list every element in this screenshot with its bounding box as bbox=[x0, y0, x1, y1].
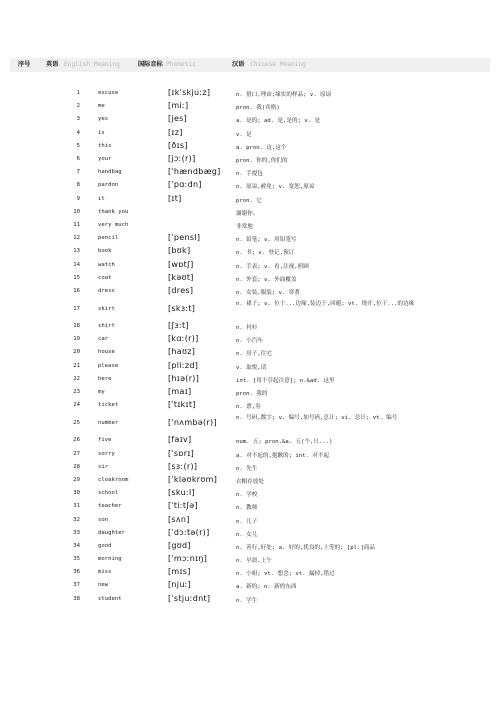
table-row bbox=[0, 193, 496, 206]
row-number: 24 bbox=[73, 402, 80, 409]
english-word: sorry bbox=[98, 450, 115, 457]
table-row bbox=[0, 219, 496, 232]
english-word: please bbox=[98, 362, 119, 369]
chinese-meaning: n. 铅笔; v. 用铅笔写 bbox=[236, 237, 297, 244]
header-english-sub: English Meaning bbox=[64, 61, 120, 68]
table-row bbox=[0, 232, 496, 245]
header-chinese: 汉语 bbox=[232, 61, 245, 68]
table-row bbox=[0, 527, 496, 540]
table-row bbox=[0, 474, 496, 487]
table-row bbox=[0, 540, 496, 553]
chinese-meaning: n. 早晨,上午 bbox=[236, 558, 272, 565]
chinese-meaning: n. 裙子; v. 位于...边缘,装边于,回避; vt. 绕开,位于...的边缘 bbox=[236, 301, 415, 307]
chinese-meaning: n. 女装,服装; v. 穿著 bbox=[236, 289, 300, 296]
table-row bbox=[0, 593, 496, 606]
phonetic: [sɜː(r)] bbox=[168, 461, 198, 471]
chinese-meaning: pron. 我(宾格) bbox=[236, 105, 280, 112]
row-number: 14 bbox=[73, 261, 80, 268]
phonetic: [ˈpensl] bbox=[168, 233, 201, 243]
phonetic: [ˈhændbæg] bbox=[168, 167, 221, 177]
chinese-meaning: n. 书; v. 登记,预订 bbox=[236, 250, 295, 257]
chinese-meaning: n. 手提包 bbox=[236, 171, 263, 178]
english-word: watch bbox=[98, 261, 115, 268]
chinese-meaning: n. 手表; v. 看,注视,照顾 bbox=[236, 263, 309, 270]
english-word: handbag bbox=[98, 169, 122, 176]
table-row bbox=[0, 487, 496, 500]
phonetic: [ˈstjuːdnt] bbox=[168, 593, 211, 603]
row-number: 23 bbox=[73, 389, 80, 396]
english-word: dress bbox=[98, 287, 115, 294]
chinese-meaning: n. 小汽车 bbox=[236, 338, 263, 345]
phonetic: [jes] bbox=[168, 114, 188, 124]
chinese-meaning: n. 衬衫 bbox=[236, 325, 258, 332]
phonetic: [ˈdɔːtə(r)] bbox=[168, 527, 210, 537]
table-row bbox=[0, 579, 496, 592]
english-word: skirt bbox=[98, 305, 115, 312]
header-num: 序号 bbox=[18, 61, 31, 68]
table-row bbox=[0, 386, 496, 399]
table-row bbox=[0, 127, 496, 140]
phonetic: [bʊk] bbox=[168, 246, 191, 256]
english-word: thank you bbox=[98, 208, 129, 215]
row-number: 33 bbox=[73, 529, 80, 536]
chinese-meaning: a. 是的; ad. 是,是的; v. 是 bbox=[236, 118, 321, 125]
english-word: five bbox=[98, 437, 112, 444]
chinese-meaning: pron. 你的,你们的 bbox=[236, 158, 288, 165]
header-chinese-sub: Chinese Meaning bbox=[250, 61, 306, 68]
row-number: 8 bbox=[76, 182, 80, 189]
table-row bbox=[0, 206, 496, 219]
row-number: 10 bbox=[73, 208, 80, 215]
row-number: 2 bbox=[76, 103, 80, 110]
english-word: school bbox=[98, 490, 119, 497]
chinese-meaning: n. 票,券 bbox=[236, 404, 261, 411]
english-word: number bbox=[98, 419, 119, 426]
chinese-meaning: n. 教师 bbox=[236, 505, 258, 512]
table-row bbox=[0, 298, 496, 320]
table-row bbox=[0, 113, 496, 126]
table-row bbox=[0, 333, 496, 346]
chinese-meaning: pron. 它 bbox=[236, 197, 262, 204]
table-row bbox=[0, 566, 496, 579]
phonetic: [ðɪs] bbox=[168, 140, 188, 150]
english-word: cloakroom bbox=[98, 476, 129, 483]
header-english: 英语 bbox=[46, 61, 59, 68]
table-row bbox=[0, 434, 496, 447]
table-row bbox=[0, 399, 496, 412]
phonetic: [haʊz] bbox=[168, 347, 196, 357]
chinese-meaning: n. 号码,数字; v. 编号,加号码,总计; vi. 总计; vt. 编号 bbox=[236, 415, 398, 422]
english-word: daughter bbox=[98, 529, 125, 536]
phonetic: [hɪə(r)] bbox=[168, 373, 200, 383]
table-row bbox=[0, 412, 496, 434]
row-number: 3 bbox=[76, 116, 80, 123]
vocabulary-table bbox=[0, 87, 496, 606]
row-number: 20 bbox=[73, 349, 80, 356]
english-word: very much bbox=[98, 221, 129, 228]
row-number: 31 bbox=[73, 503, 80, 510]
table-row bbox=[0, 461, 496, 474]
chinese-meaning: a. 对不起的,抱歉的; int. 对不起 bbox=[236, 452, 329, 459]
table-row bbox=[0, 245, 496, 258]
phonetic: [gʊd] bbox=[168, 540, 191, 550]
phonetic: [ˈmɔːnɪŋ] bbox=[168, 554, 208, 564]
chinese-meaning: num. 五; pron.&a. 五(个,只...) bbox=[236, 439, 333, 446]
table-row bbox=[0, 513, 496, 526]
chinese-meaning: n. 借口,理由;缘实的样品; v. 原谅 bbox=[236, 92, 332, 99]
table-row bbox=[0, 320, 496, 333]
phonetic: [miː] bbox=[168, 101, 189, 111]
row-number: 13 bbox=[73, 248, 80, 255]
chinese-meaning: 衣帽存放处 bbox=[236, 478, 264, 485]
english-word: sir bbox=[98, 463, 109, 470]
phonetic: [sʌn] bbox=[168, 514, 190, 524]
row-number: 15 bbox=[73, 274, 80, 281]
chinese-meaning: n. 房子,住宅 bbox=[236, 351, 272, 358]
english-word: excuse bbox=[98, 90, 119, 97]
row-number: 22 bbox=[73, 375, 80, 382]
english-word: here bbox=[98, 375, 112, 382]
phonetic: [kəʊt] bbox=[168, 272, 194, 282]
row-number: 32 bbox=[73, 516, 80, 523]
english-word: son bbox=[98, 516, 109, 523]
phonetic: [ˈsɒrɪ] bbox=[168, 448, 195, 458]
english-word: house bbox=[98, 349, 115, 356]
english-word: coat bbox=[98, 274, 112, 281]
table-row bbox=[0, 500, 496, 513]
chinese-meaning: 非常地 bbox=[236, 223, 253, 230]
row-number: 27 bbox=[73, 450, 80, 457]
row-number: 37 bbox=[73, 582, 80, 589]
table-row bbox=[0, 140, 496, 153]
phonetic: [njuː] bbox=[168, 580, 192, 590]
english-word: me bbox=[98, 103, 105, 110]
row-number: 30 bbox=[73, 490, 80, 497]
phonetic: [ɪkˈskjuːz] bbox=[168, 88, 211, 98]
chinese-meaning: int. [用于引起注意]; n.&ad. 这里 bbox=[236, 377, 335, 384]
row-number: 7 bbox=[76, 169, 80, 176]
chinese-meaning: 谢谢你。 bbox=[236, 210, 259, 217]
phonetic: [wɒtʃ] bbox=[168, 259, 194, 269]
english-word: it bbox=[98, 195, 105, 202]
row-number: 11 bbox=[73, 221, 80, 228]
chinese-meaning: a. 新的; n. 新的东西 bbox=[236, 584, 297, 591]
english-word: book bbox=[98, 248, 112, 255]
row-number: 26 bbox=[73, 437, 80, 444]
row-number: 16 bbox=[73, 287, 80, 294]
header-phonetic: 国际音标 bbox=[138, 61, 163, 68]
chinese-meaning: n. 原谅,赦免; v. 宽恕,原谅 bbox=[236, 184, 315, 191]
english-word: yes bbox=[98, 116, 109, 123]
phonetic: [skɜːt] bbox=[168, 303, 196, 313]
row-number: 29 bbox=[73, 476, 80, 483]
phonetic: [skuːl] bbox=[168, 488, 195, 498]
phonetic: [jɔː(r)] bbox=[168, 154, 196, 164]
row-number: 9 bbox=[76, 195, 80, 202]
row-number: 38 bbox=[73, 595, 80, 602]
english-word: good bbox=[98, 542, 112, 549]
row-number: 17 bbox=[73, 305, 80, 312]
table-row bbox=[0, 360, 496, 373]
phonetic: [mɪs] bbox=[168, 567, 191, 577]
table-header bbox=[10, 58, 490, 72]
chinese-meaning: n. 小姐; vt. 想念; vt. 漏掉,错过 bbox=[236, 571, 335, 578]
chinese-meaning: n. 学生 bbox=[236, 597, 258, 604]
chinese-meaning: a. pron. 这,这个 bbox=[236, 144, 287, 151]
phonetic: [ˈtɪkɪt] bbox=[168, 400, 196, 410]
chinese-meaning: v. 取悦,请 bbox=[236, 364, 267, 371]
chinese-meaning: n. 女儿 bbox=[236, 531, 258, 538]
table-row bbox=[0, 166, 496, 179]
phonetic: [faɪv] bbox=[168, 435, 192, 445]
table-row bbox=[0, 272, 496, 285]
chinese-meaning: n. 先生 bbox=[236, 465, 258, 472]
table-row bbox=[0, 153, 496, 166]
chinese-meaning: n. 学校 bbox=[236, 492, 258, 499]
phonetic: [ɪt] bbox=[168, 193, 182, 203]
row-number: 21 bbox=[73, 362, 80, 369]
row-number: 36 bbox=[73, 569, 80, 576]
table-row bbox=[0, 346, 496, 359]
row-number: 6 bbox=[76, 156, 80, 163]
english-word: is bbox=[98, 129, 105, 136]
english-word: miss bbox=[98, 569, 112, 576]
english-word: ticket bbox=[98, 402, 119, 409]
english-word: shirt bbox=[98, 323, 115, 330]
phonetic: [pliːzd] bbox=[168, 360, 199, 370]
chinese-meaning: v. 是 bbox=[236, 131, 252, 138]
phonetic: [maɪ] bbox=[168, 387, 192, 397]
phonetic: [ˈtiːtʃə] bbox=[168, 501, 198, 511]
english-word: pencil bbox=[98, 235, 119, 242]
row-number: 4 bbox=[76, 129, 80, 136]
row-number: 25 bbox=[73, 419, 80, 426]
phonetic: [ˈnʌmbə(r)] bbox=[168, 417, 217, 427]
phonetic: [ˈpɑːdn] bbox=[168, 180, 202, 190]
chinese-meaning: n. 儿子 bbox=[236, 518, 258, 525]
table-row bbox=[0, 179, 496, 192]
phonetic: [dres] bbox=[168, 285, 194, 295]
english-word: this bbox=[98, 142, 112, 149]
phonetic: [kɑː(r)] bbox=[168, 334, 199, 344]
table-row bbox=[0, 87, 496, 100]
row-number: 28 bbox=[73, 463, 80, 470]
row-number: 12 bbox=[73, 235, 80, 242]
english-word: teacher bbox=[98, 503, 122, 510]
phonetic: [ˈkləʊkrʊm] bbox=[168, 474, 218, 484]
english-word: new bbox=[98, 582, 109, 589]
table-row bbox=[0, 553, 496, 566]
table-row bbox=[0, 448, 496, 461]
header-phonetic-sub: Phonetic bbox=[166, 61, 196, 68]
row-number: 35 bbox=[73, 556, 80, 563]
phonetic: [ʃɜːt] bbox=[168, 321, 189, 331]
english-word: pardon bbox=[98, 182, 119, 189]
row-number: 5 bbox=[76, 142, 80, 149]
english-word: car bbox=[98, 336, 109, 343]
table-row bbox=[0, 285, 496, 298]
table-row bbox=[0, 373, 496, 386]
chinese-meaning: n. 外套; v. 外面覆盖 bbox=[236, 276, 297, 283]
english-word: your bbox=[98, 156, 112, 163]
table-row bbox=[0, 258, 496, 271]
chinese-meaning: n. 善行,好处; a. 好的,优良的,上等的; [pl.]商品 bbox=[236, 544, 375, 551]
english-word: my bbox=[98, 389, 105, 396]
row-number: 19 bbox=[73, 336, 80, 343]
phonetic: [ɪz] bbox=[168, 127, 183, 137]
english-word: morning bbox=[98, 556, 122, 563]
row-number: 34 bbox=[73, 542, 80, 549]
row-number: 1 bbox=[76, 90, 80, 97]
row-number: 18 bbox=[73, 323, 80, 330]
chinese-meaning: pron. 我的 bbox=[236, 391, 268, 398]
english-word: student bbox=[98, 595, 122, 602]
table-row bbox=[0, 100, 496, 113]
